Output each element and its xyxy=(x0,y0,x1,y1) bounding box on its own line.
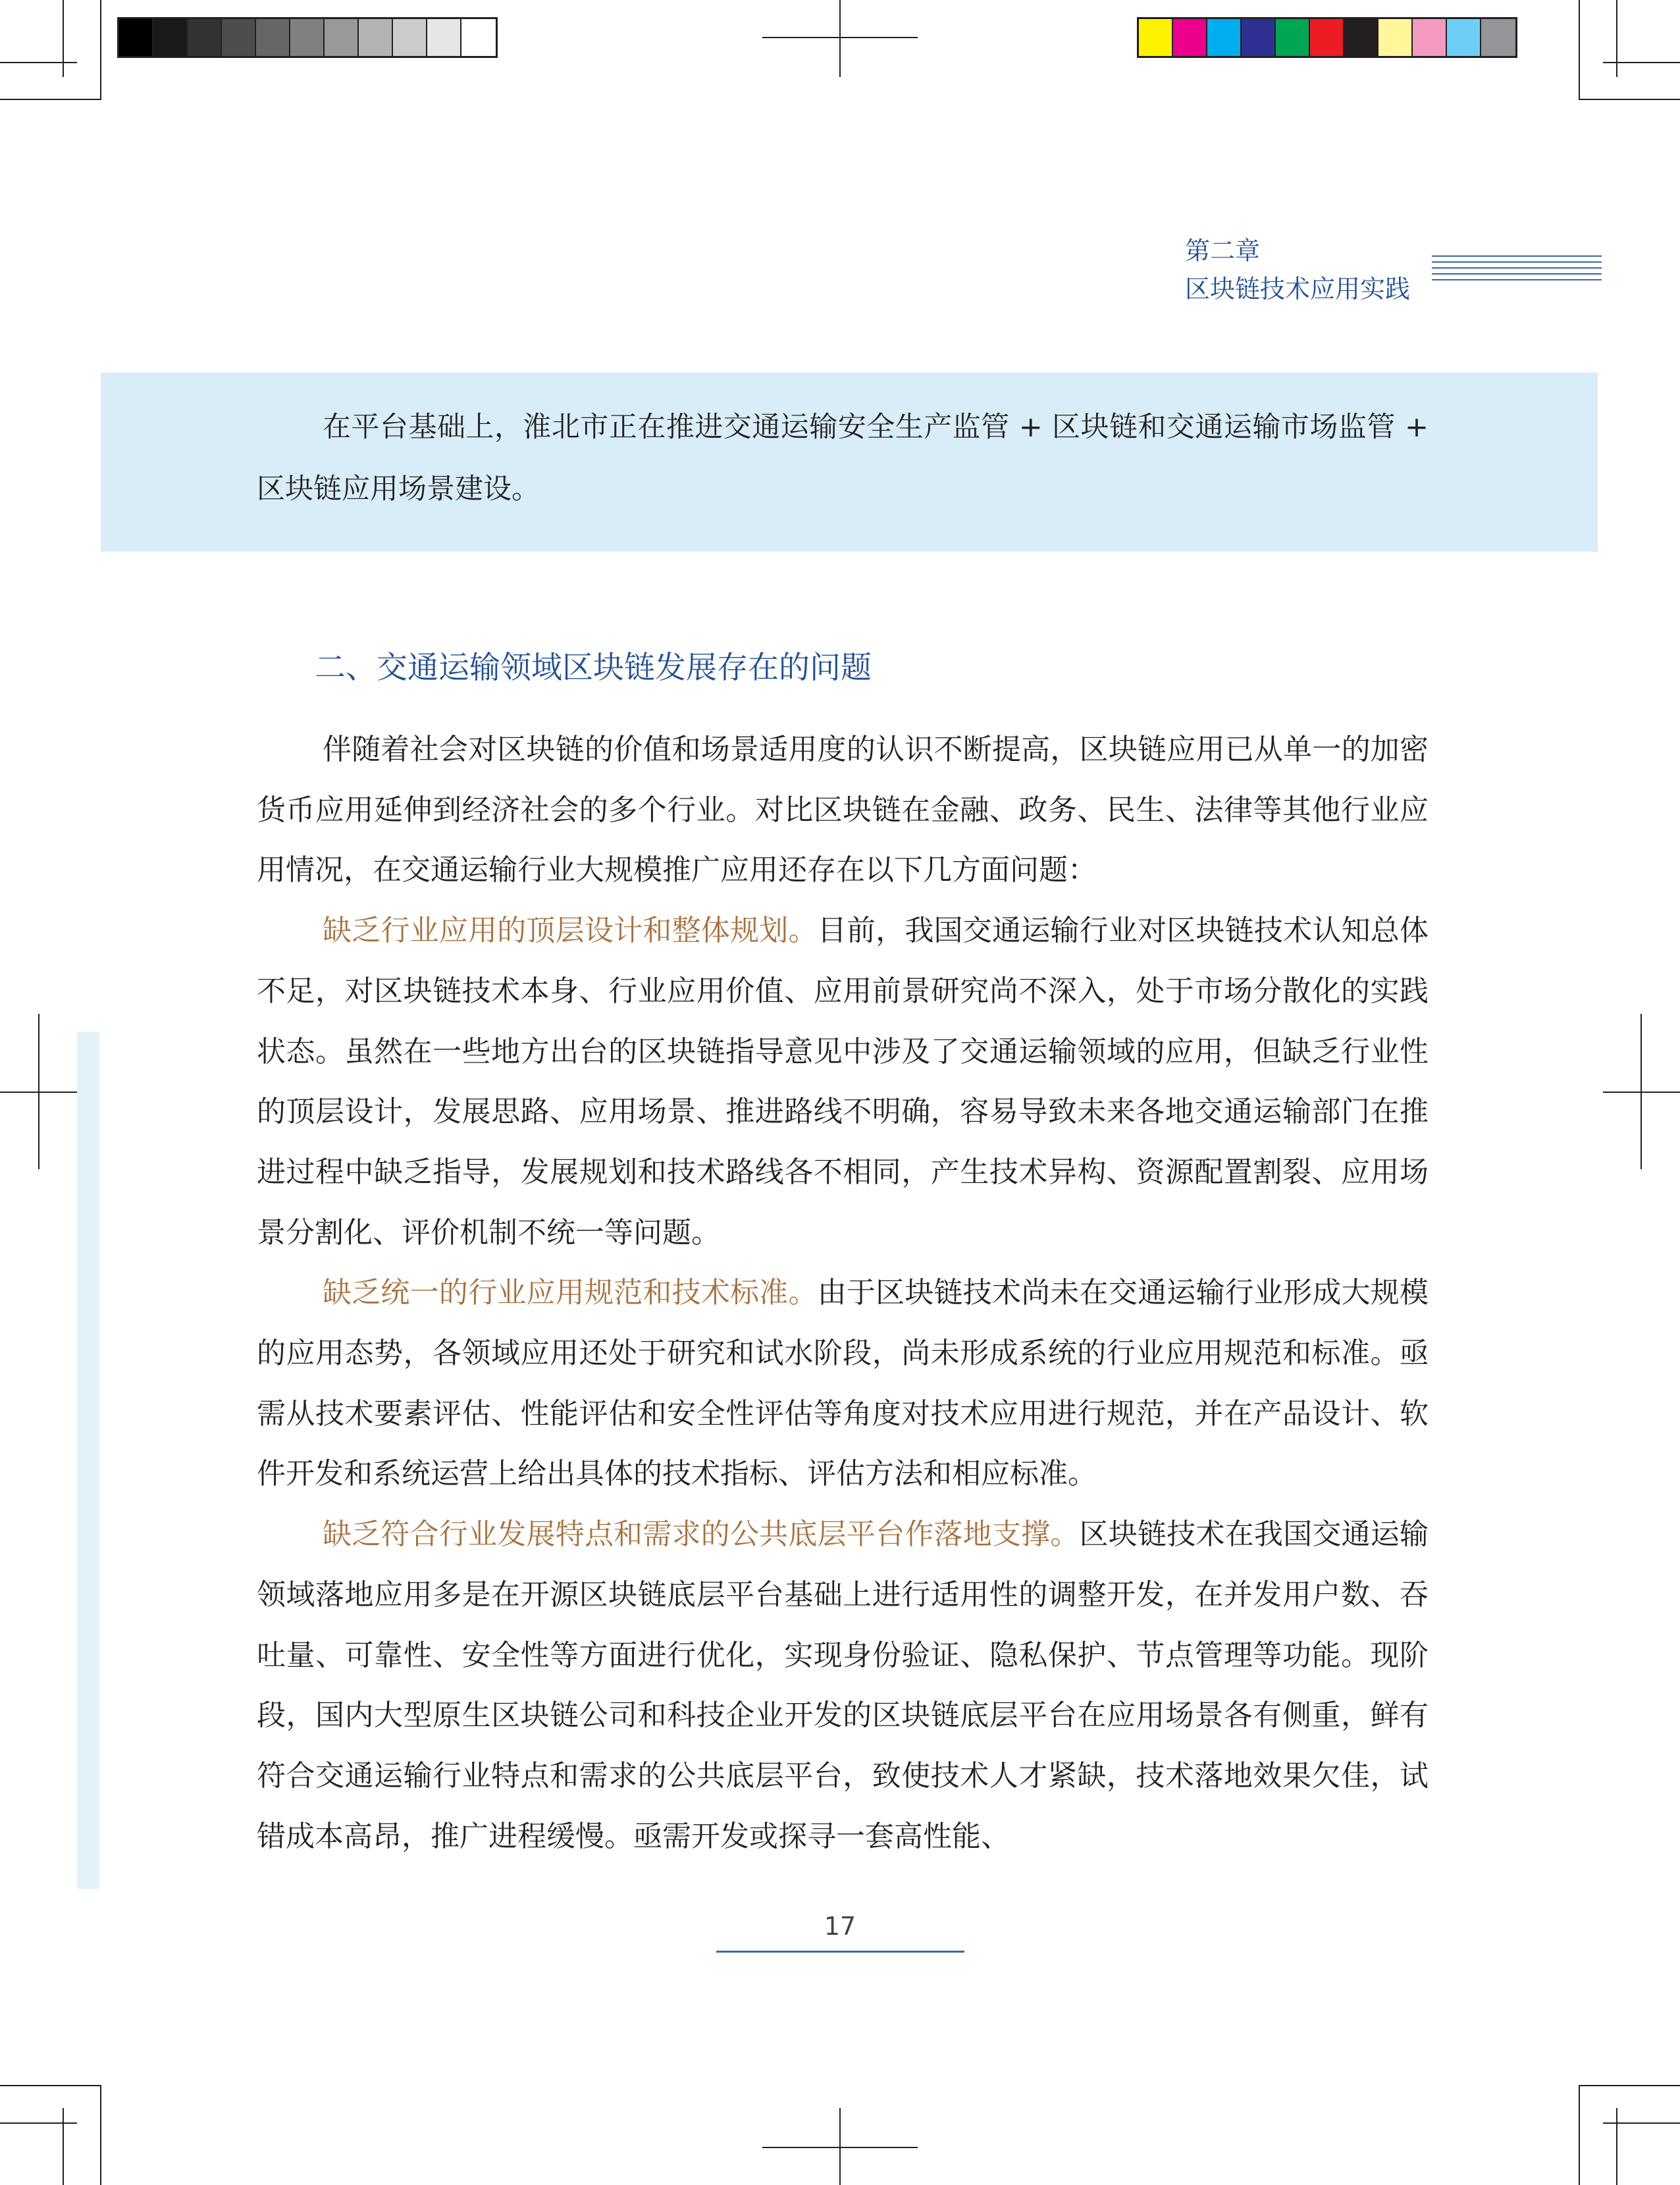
registration-mark xyxy=(839,0,841,77)
page-number-rule xyxy=(716,1951,964,1953)
crop-mark xyxy=(1603,62,1680,63)
section-title: 二、交通运输领域区块链发展存在的问题 xyxy=(315,650,872,686)
color-swatch xyxy=(1378,19,1413,56)
color-swatch xyxy=(1173,19,1207,56)
crop-mark xyxy=(0,99,100,100)
color-swatch xyxy=(359,19,393,56)
paragraph-text: 由于区块链技术尚未在交通运输行业形成大规模的应用态势，各领域应用还处于研究和试水阶段，尚未形成系统的行业应用规范和标准。亟需从技术要素评估、性能评估和安全性评估等角度对技术应用进行规范，并在产品设计、软件开发和系统运营上给出具体的技术指标、评估方法和相应标准。 xyxy=(257,1276,1429,1491)
grayscale-swatch-strip xyxy=(117,17,498,58)
color-swatch xyxy=(461,19,496,56)
registration-mark xyxy=(839,2108,841,2185)
crop-mark xyxy=(63,2108,64,2185)
chapter-number: 第二章 xyxy=(1184,236,1260,265)
paragraph-text: 目前，我国交通运输行业对区块链技术认知总体不足，对区块链技术本身、行业应用价值、应用前景研究尚不深入，处于市场分散化的实践状态。虽然在一些地方出台的区块链指导意见中涉及了交通运输领域的应用，但缺乏行业性的顶层设计，发展思路、应用场景、推进路线不明确，容易导致未来各地交通运输部门在推进过程中缺乏指导，发展规划和技术路线各不相同，产生技术异构、资源配置割裂、应用场景分割化、评价机制不统一等问题。 xyxy=(257,914,1429,1250)
color-swatch xyxy=(1310,19,1344,56)
crop-mark xyxy=(1579,2085,1580,2185)
color-swatch xyxy=(119,19,153,56)
page-number: 17 xyxy=(824,1912,856,1941)
registration-mark xyxy=(38,1014,39,1169)
color-swatch xyxy=(393,19,427,56)
chapter-decor-lines xyxy=(1432,255,1602,285)
color-swatch xyxy=(1242,19,1276,56)
color-swatch xyxy=(1481,19,1515,56)
color-swatch xyxy=(1413,19,1447,56)
chapter-header xyxy=(1185,232,1410,308)
color-swatch xyxy=(1139,19,1173,56)
crop-mark xyxy=(1616,0,1617,77)
crop-mark xyxy=(1616,2108,1617,2185)
crop-mark xyxy=(0,2122,77,2124)
color-swatch xyxy=(188,19,222,56)
paragraph-text: 区块链技术在我国交通运输领域落地应用多是在开源区块链底层平台基础上进行适用性的调整开发，在并发用户数、吞吐量、可靠性、安全性等方面进行优化，实现身份验证、隐私保护、节点管理等功能。现阶段，国内大型原生区块链公司和科技企业开发的区块链底层平台在应用场景各有侧重，鲜有符合交通运输行业特点和需求的公共底层平台，致使技术人才紧缺，技术落地效果欠佳，试错成本高昂，推广进程缓慢。亟需开发或探寻一套高性能、 xyxy=(257,1517,1429,1853)
color-swatch xyxy=(1207,19,1242,56)
crop-mark xyxy=(100,2085,101,2185)
paragraph xyxy=(257,901,1429,1263)
color-swatch xyxy=(290,19,325,56)
paragraph xyxy=(257,1504,1429,1866)
paragraph-text: 伴随着社会对区块链的价值和场景适用度的认识不断提高，区块链应用已从单一的加密货币应用延伸到经济社会的多个行业。对比区块链在金融、政务、民生、法律等其他行业应用情况，在交通运输行业大规模推广应用还存在以下几方面问题： xyxy=(257,733,1429,887)
paragraph xyxy=(257,1263,1429,1504)
crop-mark xyxy=(100,0,101,100)
callout-text: 在平台基础上，淮北市正在推进交通运输安全生产监管 + 区块链和交通运输市场监管 + 区块链应用场景建设。 xyxy=(257,411,1429,506)
crop-mark xyxy=(0,62,77,63)
chapter-title: 区块链技术应用实践 xyxy=(1184,275,1410,303)
color-swatch-strip xyxy=(1137,17,1517,58)
color-swatch xyxy=(325,19,359,56)
paragraph-lead: 缺乏统一的行业应用规范和技术标准。 xyxy=(323,1276,818,1310)
crop-mark xyxy=(1603,2122,1680,2124)
registration-mark xyxy=(1641,1014,1642,1169)
crop-mark xyxy=(1579,2085,1680,2086)
color-swatch xyxy=(222,19,256,56)
crop-mark xyxy=(63,0,64,77)
crop-mark xyxy=(1579,0,1580,100)
sidebar-decoration xyxy=(77,1032,99,1889)
color-swatch xyxy=(427,19,461,56)
paragraph xyxy=(257,720,1429,901)
crop-mark xyxy=(0,2085,100,2086)
color-swatch xyxy=(1344,19,1378,56)
paragraph-lead: 缺乏符合行业发展特点和需求的公共底层平台作落地支撑。 xyxy=(323,1517,1080,1552)
color-swatch xyxy=(256,19,290,56)
color-swatch xyxy=(1276,19,1310,56)
crop-mark xyxy=(1579,99,1680,100)
body-text xyxy=(257,720,1429,1866)
color-swatch xyxy=(153,19,188,56)
paragraph-lead: 缺乏行业应用的顶层设计和整体规划。 xyxy=(323,914,818,948)
color-swatch xyxy=(1447,19,1481,56)
